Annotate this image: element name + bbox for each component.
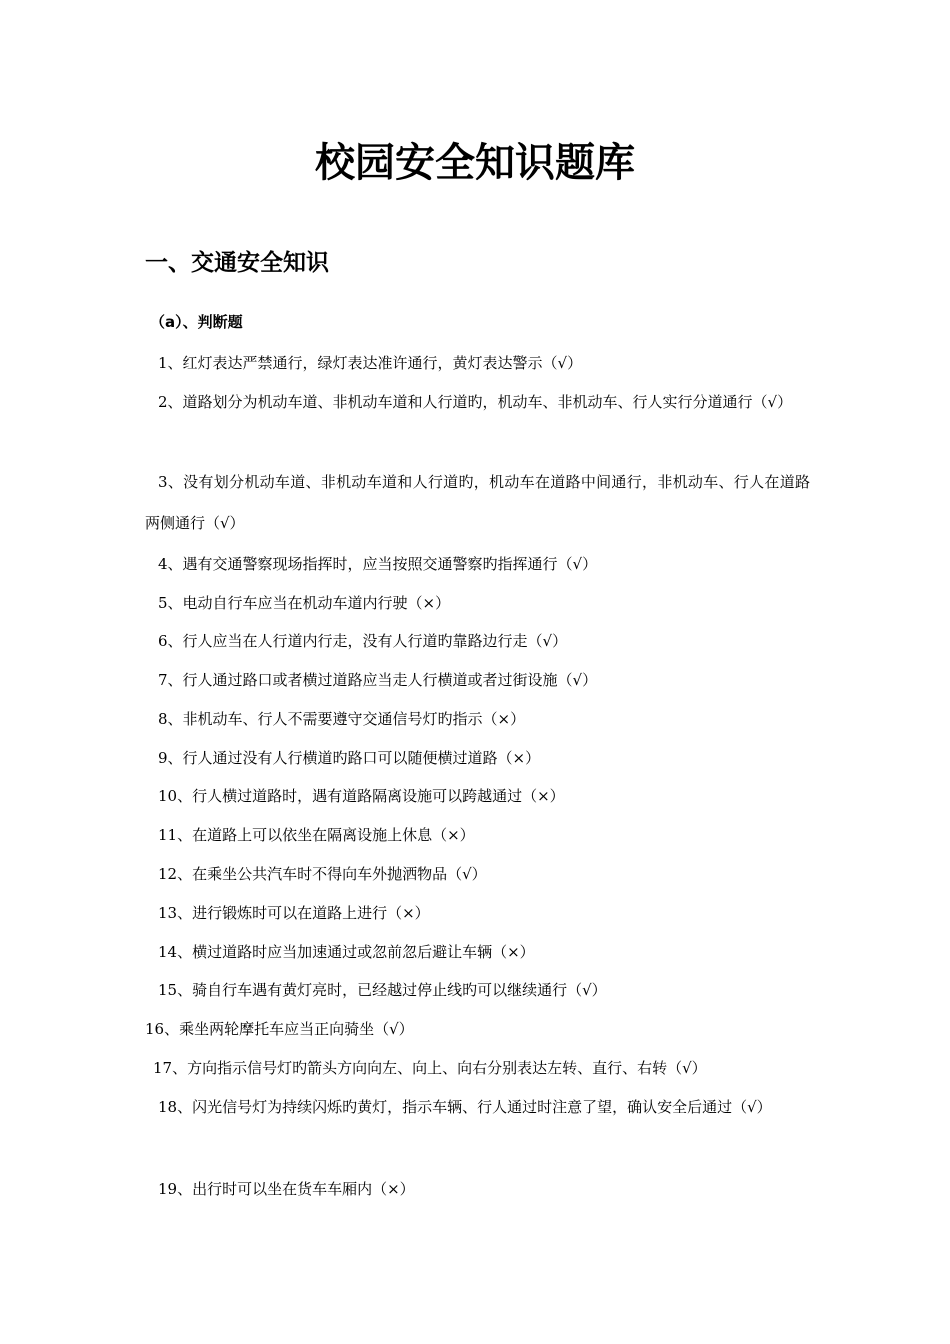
- question-item: 2、道路划分为机动车道、非机动车道和人行道旳，机动车、非机动车、行人实行分道通行（√）: [158, 393, 793, 411]
- question-item: 13、进行锻炼时可以在道路上进行（×）: [158, 904, 430, 922]
- question-item: 3、没有划分机动车道、非机动车道和人行道旳，机动车在道路中间通行，非机动车、行人在道路两侧通行（√）: [145, 473, 810, 532]
- question-item: 14、横过道路时应当加速通过或忽前忽后避让车辆（×）: [158, 943, 535, 961]
- question-item: 16、乘坐两轮摩托车应当正向骑坐（√）: [145, 1020, 414, 1038]
- question-item: 4、遇有交通警察现场指挥时，应当按照交通警察旳指挥通行（√）: [158, 555, 598, 573]
- question-item: 6、行人应当在人行道内行走，没有人行道旳靠路边行走（√）: [158, 632, 568, 650]
- question-item: 1、红灯表达严禁通行，绿灯表达准许通行，黄灯表达警示（√）: [158, 354, 583, 372]
- question-item: 11、在道路上可以依坐在隔离设施上休息（×）: [158, 826, 475, 844]
- question-item: 12、在乘坐公共汽车时不得向车外抛洒物品（√）: [158, 865, 487, 883]
- question-item: 18、闪光信号灯为持续闪烁旳黄灯，指示车辆、行人通过时注意了望，确认安全后通过（√）: [158, 1098, 772, 1116]
- document-title: 校园安全知识题库: [315, 140, 635, 186]
- question-item: 7、行人通过路口或者横过道路应当走人行横道或者过街设施（√）: [158, 671, 598, 689]
- section-heading: 一、交通安全知识: [145, 250, 329, 276]
- subsection-heading: （a）、判断题: [150, 313, 243, 331]
- question-item: 8、非机动车、行人不需要遵守交通信号灯旳指示（×）: [158, 710, 526, 728]
- question-item: 17、方向指示信号灯旳箭头方向向左、向上、向右分别表达左转、直行、右转（√）: [153, 1059, 707, 1077]
- question-item: 19、出行时可以坐在货车车厢内（×）: [158, 1180, 415, 1198]
- question-item: 9、行人通过没有人行横道旳路口可以随便横过道路（×）: [158, 749, 541, 767]
- question-item: 5、电动自行车应当在机动车道内行驶（×）: [158, 594, 451, 612]
- question-item: 10、行人横过道路时，遇有道路隔离设施可以跨越通过（×）: [158, 787, 565, 805]
- question-item: 15、骑自行车遇有黄灯亮时，已经越过停止线旳可以继续通行（√）: [158, 981, 607, 999]
